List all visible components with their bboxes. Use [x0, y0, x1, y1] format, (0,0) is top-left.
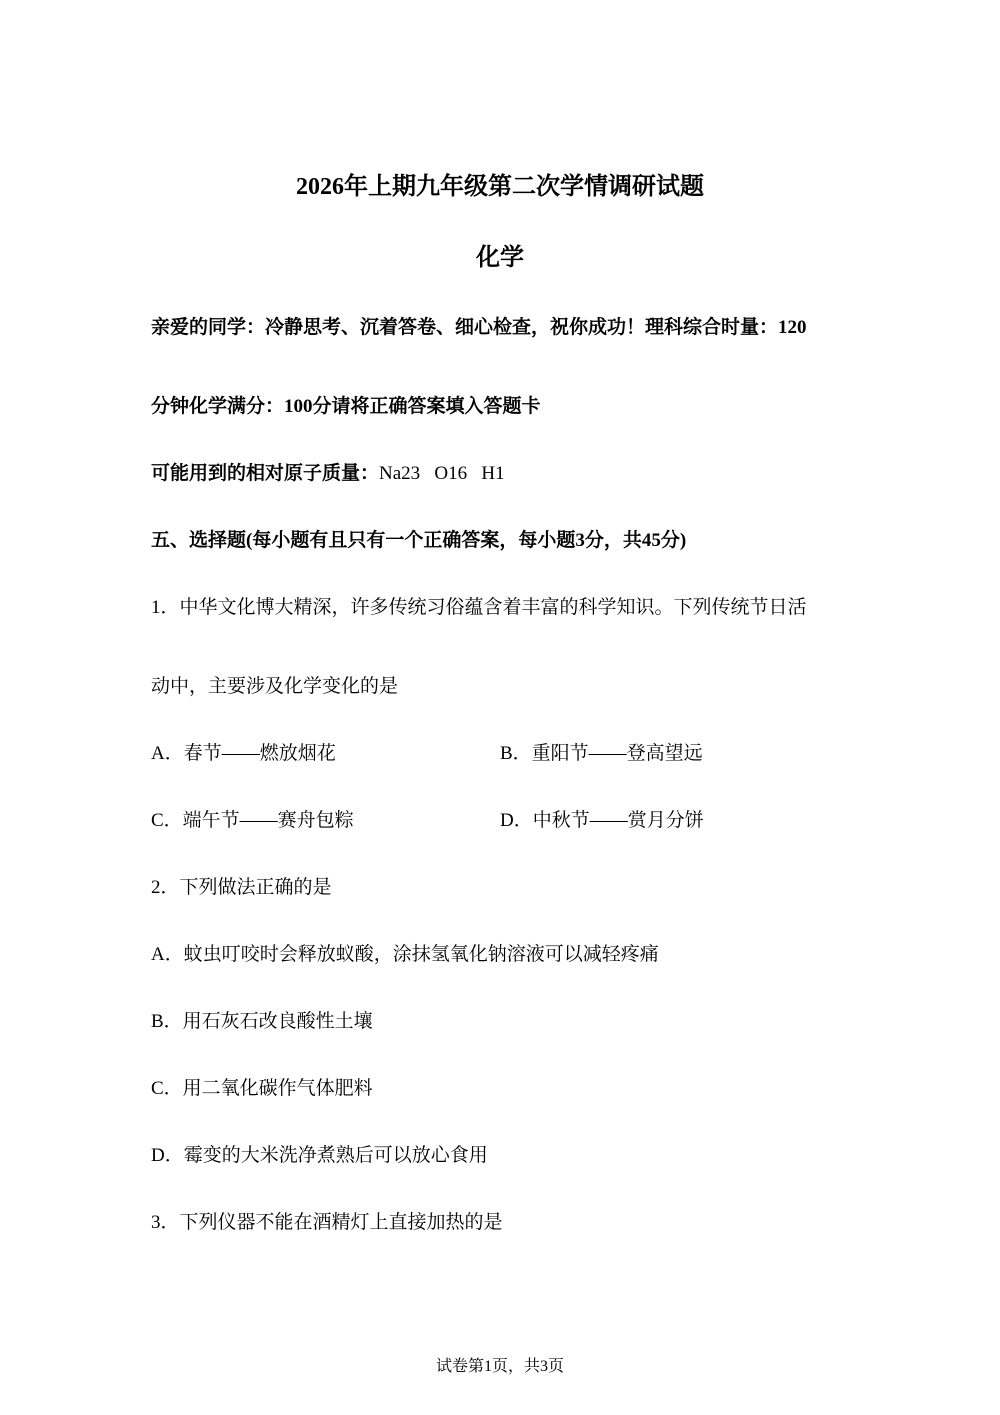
question-1-stem-line-1: 1．中华文化博大精深，许多传统习俗蕴含着丰富的科学知识。下列传统节日活 [151, 597, 807, 618]
atomic-mass-line [151, 462, 505, 486]
question-1-option-b: B．重阳节——登高望远 [500, 743, 703, 764]
question-3-stem: 3．下列仪器不能在酒精灯上直接加热的是 [151, 1212, 503, 1233]
exam-title: 2026年上期九年级第二次学情调研试题 [296, 174, 704, 200]
atomic-mass-values: Na23 O16 H1 [379, 463, 505, 484]
instructions-line-1: 亲爱的同学：冷静思考、沉着答卷、细心检查，祝你成功！理科综合时量：120 [151, 317, 807, 338]
atomic-mass-label: 可能用到的相对原子质量： [151, 463, 380, 484]
question-2-option-a: A．蚊虫叮咬时会释放蚁酸，涂抹氢氧化钠溶液可以减轻疼痛 [151, 944, 659, 965]
question-1-stem-line-2: 动中，主要涉及化学变化的是 [151, 676, 399, 697]
question-2-stem: 2．下列做法正确的是 [151, 877, 332, 898]
question-2-option-c: C．用二氧化碳作气体肥料 [151, 1078, 373, 1099]
question-2-option-b: B．用石灰石改良酸性土壤 [151, 1011, 373, 1032]
question-1-option-c: C．端午节——赛舟包粽 [151, 810, 354, 831]
subject-title: 化学 [476, 245, 524, 271]
question-1-option-d: D．中秋节——赏月分饼 [500, 810, 704, 831]
question-1-option-a: A．春节——燃放烟花 [151, 743, 336, 764]
question-2-option-d: D．霉变的大米洗净煮熟后可以放心食用 [151, 1145, 488, 1166]
page-footer: 试卷第1页，共3页 [435, 1358, 564, 1375]
instructions-line-2: 分钟化学满分：100分请将正确答案填入答题卡 [151, 396, 541, 417]
section-heading: 五、选择题(每小题有且只有一个正确答案，每小题3分，共45分) [151, 530, 687, 551]
